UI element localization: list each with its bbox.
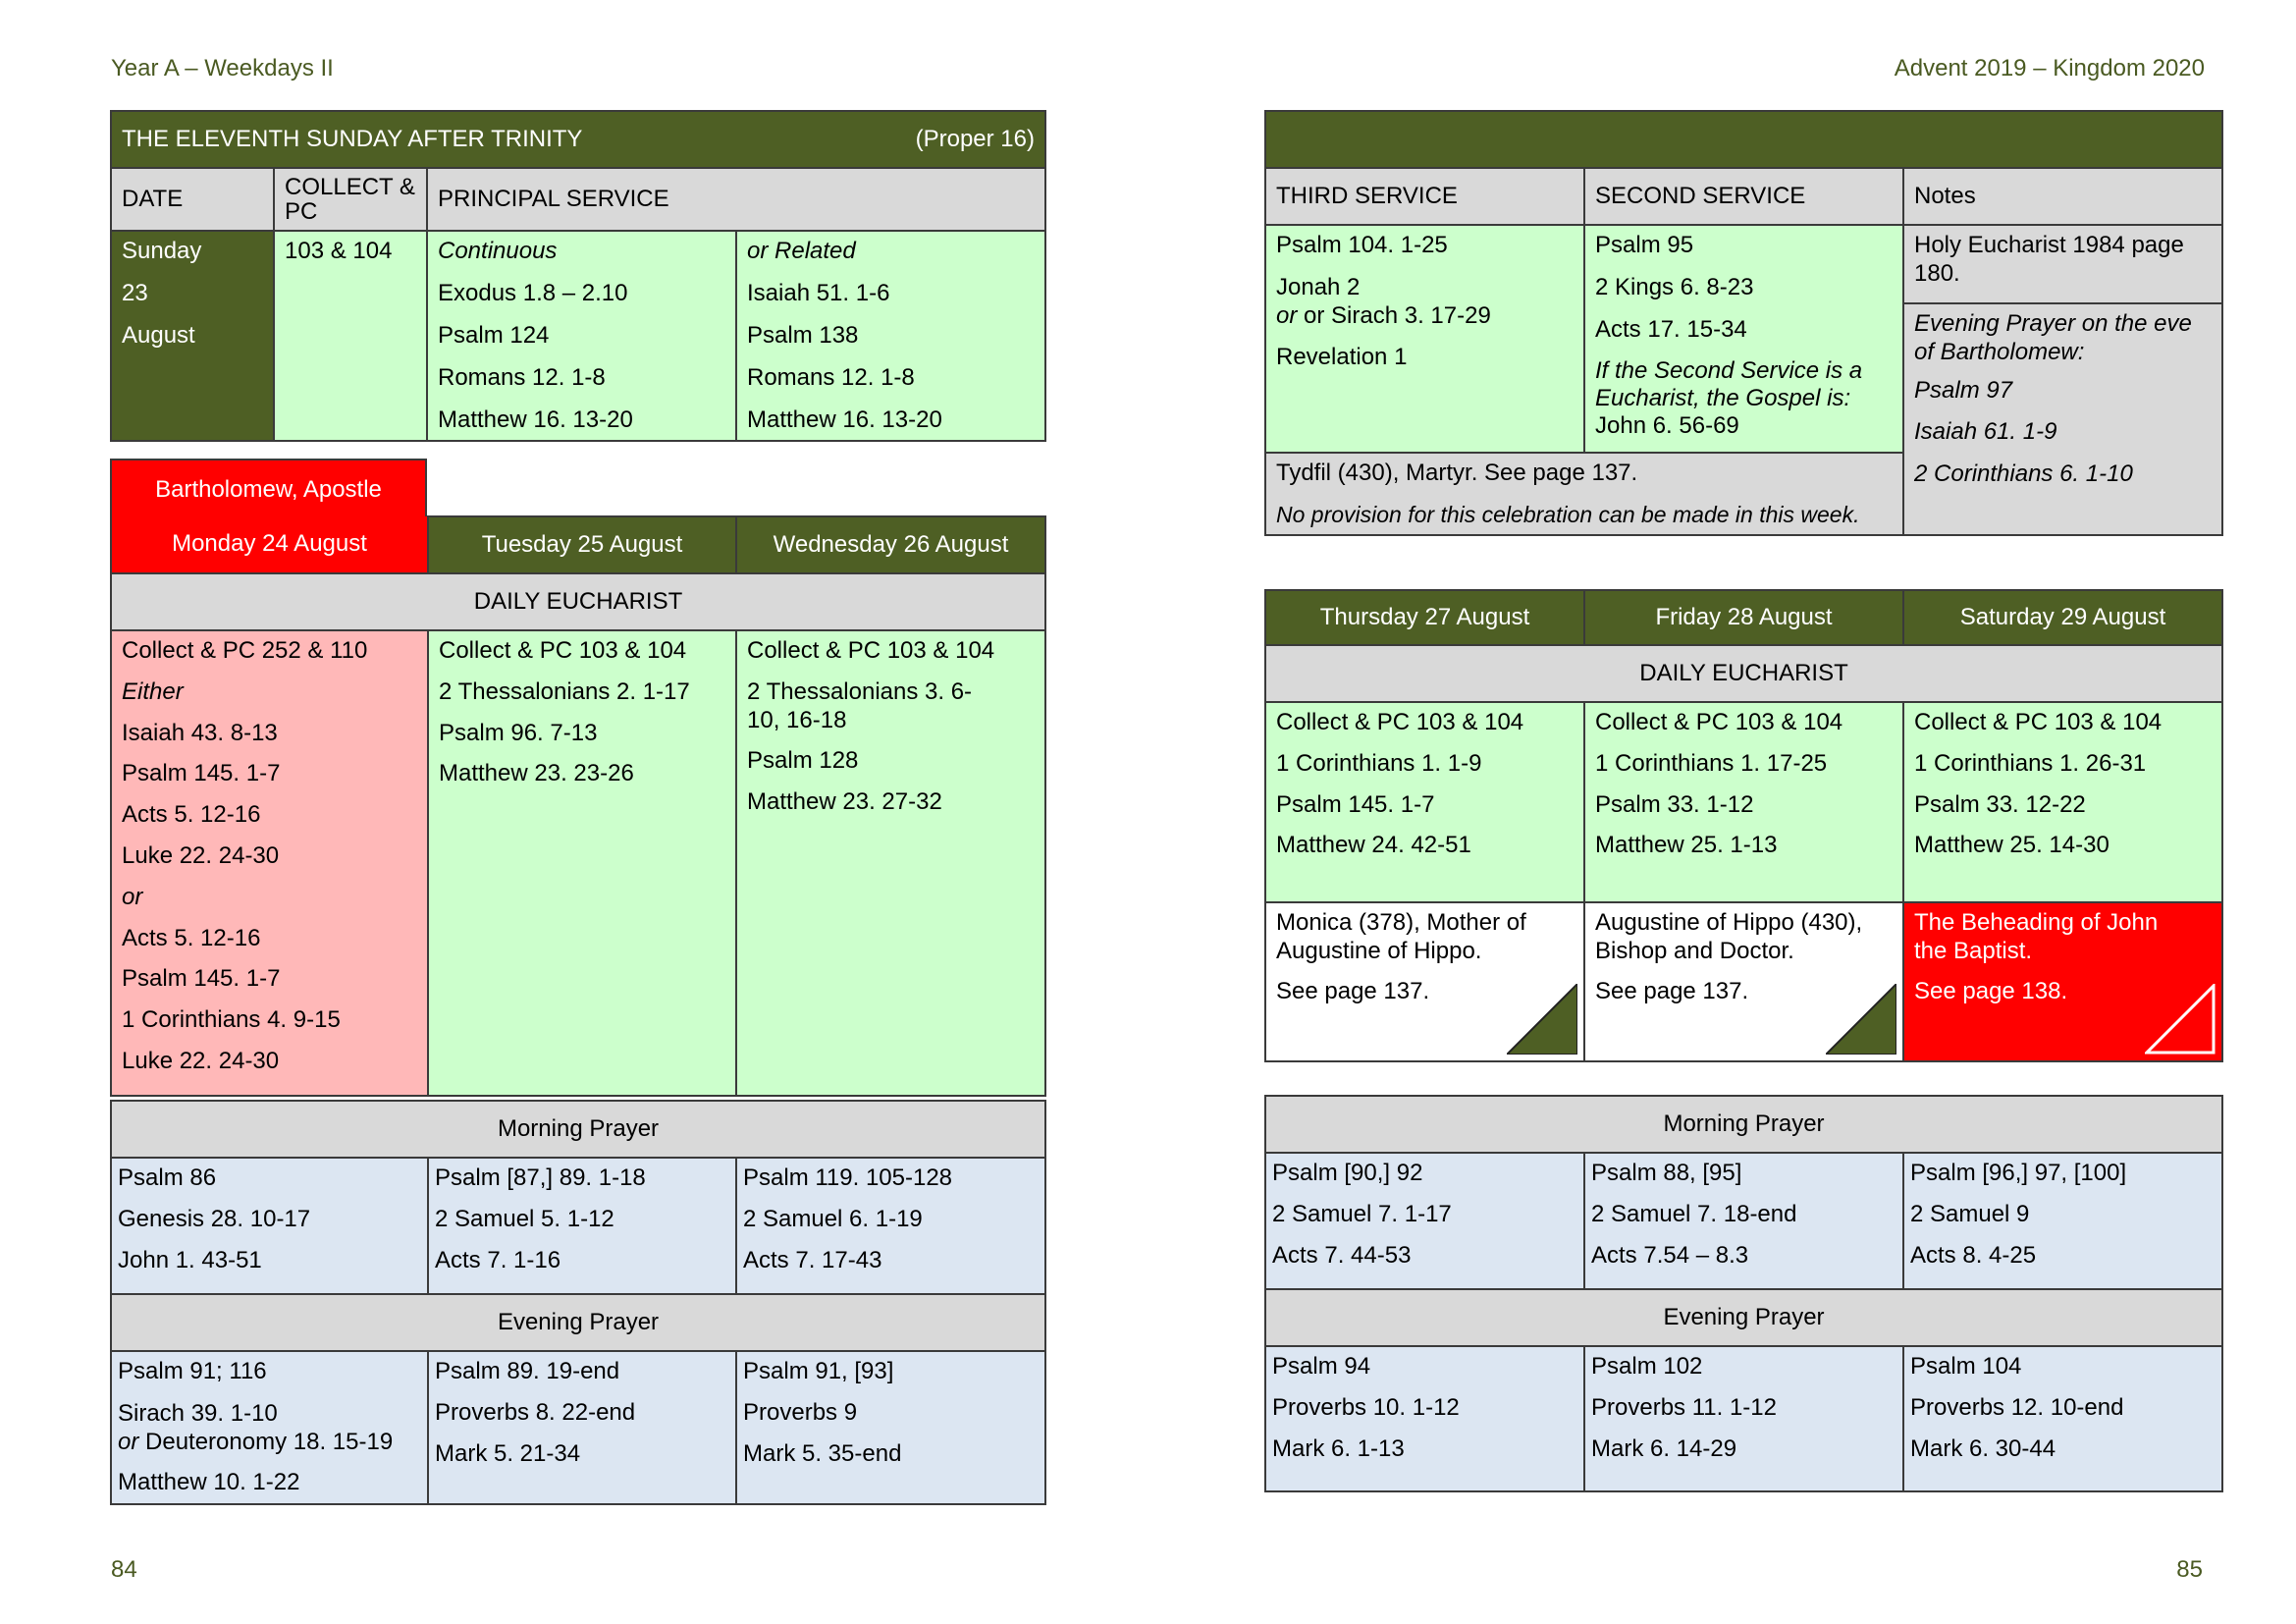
reading: Acts 5. 12-16: [122, 924, 261, 951]
day-header-wednesday: Wednesday 26 August: [736, 516, 1045, 573]
day-header-friday: Friday 28 August: [1584, 590, 1903, 645]
sunday-table: [110, 110, 1046, 442]
ep-wednesday: [736, 1351, 1045, 1503]
reading: 1 Corinthians 4. 9-15: [122, 1006, 341, 1034]
reading: Psalm 119. 105-128: [743, 1164, 953, 1191]
morning-prayer-header: Morning Prayer: [111, 1101, 1045, 1158]
reading: Mark 6. 1-13: [1272, 1435, 1405, 1462]
reading: Jonah 2: [1276, 273, 1361, 300]
reading: 2 Thessalonians 2. 1-17: [439, 677, 690, 705]
reading: Collect & PC 103 & 104: [1276, 709, 1524, 735]
reading: Matthew 23. 27-32: [747, 788, 942, 816]
col-principal-header: PRINCIPAL SERVICE: [427, 168, 1045, 231]
reading: 2 Thessalonians 3. 6-10, 16-18: [747, 677, 973, 733]
reading: Collect & PC 103 & 104: [1595, 709, 1843, 735]
sunday-title: THE ELEVENTH SUNDAY AFTER TRINITY: [122, 125, 583, 152]
reading: Matthew 16. 13-20: [747, 406, 942, 433]
reading: 1 Corinthians 1. 1-9: [1276, 749, 1482, 777]
reading: Matthew 16. 13-20: [438, 406, 633, 433]
monday-readings: [111, 630, 428, 1096]
related-cell: [736, 231, 1045, 441]
sunday-title-cell: [111, 111, 1045, 168]
reading: Psalm 97: [1914, 376, 2013, 404]
notes-top-cell: Holy Eucharist 1984 page 180.: [1903, 225, 2222, 303]
ep-monday: [111, 1351, 428, 1503]
reading: or Sirach 3. 17-29: [1304, 301, 1491, 329]
reading: Psalm 91; 116: [118, 1358, 267, 1385]
wednesday-readings: [736, 630, 1045, 1096]
mp-thursday: [1265, 1153, 1584, 1289]
reading: 2 Samuel 7. 18-end: [1591, 1200, 1797, 1227]
reading: 2 Corinthians 6. 1-10: [1914, 460, 2133, 488]
evening-prayer-header: Evening Prayer: [111, 1294, 1045, 1351]
sunday-services-table: [1264, 110, 2223, 536]
week1-eucharist-table: [110, 515, 1046, 1097]
reading: Revelation 1: [1276, 344, 1408, 371]
reading: Collect & PC 103 & 104: [747, 637, 995, 664]
reading: Romans 12. 1-8: [747, 363, 915, 391]
reading: Psalm 88, [95]: [1591, 1160, 1742, 1186]
continuous-cell: [427, 231, 736, 441]
week2-eucharist-table: [1264, 589, 2223, 1062]
day-header-saturday: Saturday 29 August: [1903, 590, 2222, 645]
day-header-thursday: Thursday 27 August: [1265, 590, 1584, 645]
reading: Proverbs 12. 10-end: [1910, 1394, 2124, 1422]
page-number-right: 85: [2176, 1556, 2203, 1583]
reading: Collect & PC 103 & 104: [439, 637, 687, 664]
commem-title: Monica (378), Mother of Augustine of Hippo.: [1276, 909, 1526, 964]
sunday-proper: (Proper 16): [915, 125, 1035, 152]
triangle-marker-icon: [1507, 984, 1577, 1055]
thursday-readings: [1265, 702, 1584, 902]
tuesday-readings: [428, 630, 736, 1096]
second-service-cell: [1584, 225, 1903, 453]
date-line: 23: [122, 280, 148, 307]
reading: Psalm 96. 7-13: [439, 719, 598, 746]
reading: Proverbs 9: [743, 1399, 858, 1427]
reading: John 1. 43-51: [118, 1246, 262, 1273]
commem-friday: [1584, 902, 1903, 1061]
reading: Proverbs 10. 1-12: [1272, 1394, 1460, 1422]
reading: Luke 22. 24-30: [122, 1047, 280, 1074]
triangle-marker-icon: [2145, 984, 2216, 1055]
reading: Mark 6. 14-29: [1591, 1435, 1737, 1462]
col-third-header: THIRD SERVICE: [1265, 168, 1584, 225]
page-number-left: 84: [111, 1556, 137, 1583]
reading: Collect & PC 103 & 104: [1914, 709, 2163, 735]
continuous-label: Continuous: [438, 238, 558, 265]
reading: Psalm 33. 1-12: [1595, 790, 1754, 818]
reading: Psalm 104. 1-25: [1276, 232, 1448, 258]
col-notes-header: Notes: [1903, 168, 2222, 225]
tydfil-note: No provision for this celebration can be made in this week.: [1276, 501, 1860, 527]
reading: Mark 5. 35-end: [743, 1439, 902, 1467]
reading: Psalm 138: [747, 321, 859, 349]
reading: Psalm 145. 1-7: [1276, 790, 1435, 818]
reading: 2 Samuel 9: [1910, 1200, 2030, 1227]
reading: Matthew 10. 1-22: [118, 1468, 300, 1495]
reading: Psalm 33. 12-22: [1914, 790, 2086, 818]
commem-see: See page 137.: [1595, 977, 1749, 1004]
commem-see: See page 137.: [1276, 977, 1430, 1004]
reading: Deuteronomy 18. 15-19: [145, 1428, 394, 1455]
reading: 2 Kings 6. 8-23: [1595, 273, 1754, 300]
reading: 2 Samuel 6. 1-19: [743, 1205, 923, 1232]
friday-readings: [1584, 702, 1903, 902]
commem-title: Augustine of Hippo (430), Bishop and Doctor.: [1595, 909, 1863, 964]
reading: Proverbs 8. 22-end: [435, 1399, 636, 1427]
mp-tuesday: [428, 1158, 736, 1294]
reading: Acts 7.54 – 8.3: [1591, 1241, 1749, 1269]
header-left: Year A – Weekdays II: [111, 55, 334, 81]
reading: Proverbs 11. 1-12: [1591, 1394, 1777, 1422]
week2-offices-table: [1264, 1095, 2223, 1492]
reading: Psalm 102: [1591, 1353, 1703, 1380]
commem-title: The Beheading of John the Baptist.: [1914, 909, 2159, 964]
reading: Matthew 24. 42-51: [1276, 832, 1471, 859]
reading: Psalm [87,] 89. 1-18: [435, 1164, 646, 1191]
reading: Acts 7. 1-16: [435, 1246, 561, 1273]
reading: Acts 17. 15-34: [1595, 315, 1747, 343]
notes-bottom-cell: [1903, 303, 2222, 535]
reading: Either: [122, 677, 184, 705]
reading: Psalm [96,] 97, [100]: [1910, 1160, 2127, 1186]
col-second-header: SECOND SERVICE: [1584, 168, 1903, 225]
triangle-marker-icon: [1826, 984, 1896, 1055]
sunday-collect-cell: 103 & 104: [274, 231, 427, 441]
reading: Matthew 23. 23-26: [439, 760, 634, 787]
commem-saturday: [1903, 902, 2222, 1061]
reading: Psalm 94: [1272, 1353, 1371, 1380]
reading: Exodus 1.8 – 2.10: [438, 280, 628, 307]
header-right: Advent 2019 – Kingdom 2020: [1894, 55, 2205, 81]
reading: Luke 22. 24-30: [122, 841, 280, 869]
reading: Acts 8. 4-25: [1910, 1241, 2037, 1269]
reading: Psalm 128: [747, 747, 859, 775]
evening-prayer-header: Evening Prayer: [1265, 1289, 2222, 1346]
ep-friday: [1584, 1346, 1903, 1491]
mp-saturday: [1903, 1153, 2222, 1289]
reading: Isaiah 43. 8-13: [122, 719, 278, 746]
col-collect-header: COLLECT & PC: [274, 168, 427, 231]
ep-tuesday: [428, 1351, 736, 1503]
reading: Isaiah 61. 1-9: [1914, 418, 2057, 446]
reading: Psalm 91, [93]: [743, 1358, 894, 1385]
reading: Psalm 86: [118, 1164, 217, 1191]
reading: Matthew 25. 14-30: [1914, 832, 2109, 859]
col-date-header: DATE: [111, 168, 274, 231]
eve-of-bartholomew: Evening Prayer on the eve of Bartholomew:: [1914, 310, 2192, 365]
reading: Acts 5. 12-16: [122, 801, 261, 829]
morning-prayer-header: Morning Prayer: [1265, 1096, 2222, 1153]
mp-friday: [1584, 1153, 1903, 1289]
commem-thursday: [1265, 902, 1584, 1061]
reading: Mark 6. 30-44: [1910, 1435, 2056, 1462]
reading: 2 Samuel 7. 1-17: [1272, 1200, 1452, 1227]
ep-thursday: [1265, 1346, 1584, 1491]
tydfil-cell: [1265, 453, 1903, 535]
feast-title: Bartholomew, Apostle: [155, 476, 382, 503]
or-label: or: [118, 1428, 139, 1455]
reading-alt: [118, 1429, 417, 1457]
reading: Psalm 124: [438, 321, 550, 349]
reading: Psalm 89. 19-end: [435, 1358, 620, 1385]
date-line: August: [122, 321, 195, 349]
tydfil: Tydfil (430), Martyr. See page 137.: [1276, 460, 1638, 486]
reading-alt: or or Sirach 3. 17-29: [1276, 301, 1491, 329]
reading: Psalm [90,] 92: [1272, 1160, 1423, 1186]
reading: Romans 12. 1-8: [438, 363, 606, 391]
sunday-date-cell: [111, 231, 274, 441]
bartholomew-feast-box: [110, 459, 427, 517]
third-service-cell: [1265, 225, 1584, 453]
reading: Collect & PC 252 & 110: [122, 637, 368, 664]
reading: Psalm 95: [1595, 232, 1694, 258]
reading: Genesis 28. 10-17: [118, 1205, 311, 1232]
reading: Sirach 39. 1-10: [118, 1400, 278, 1428]
date-line: Sunday: [122, 238, 202, 265]
reading: Acts 7. 17-43: [743, 1246, 882, 1273]
daily-eucharist-header: DAILY EUCHARIST: [111, 573, 1045, 630]
related-label: or Related: [747, 238, 856, 265]
daily-eucharist-header: DAILY EUCHARIST: [1265, 645, 2222, 702]
reading: Acts 7. 44-53: [1272, 1241, 1412, 1269]
ep-saturday: [1903, 1346, 2222, 1491]
reading: or: [122, 883, 143, 910]
commem-see: See page 138.: [1914, 977, 2068, 1004]
reading: Isaiah 51. 1-6: [747, 280, 890, 307]
mp-wednesday: [736, 1158, 1045, 1294]
mp-monday: [111, 1158, 428, 1294]
reading: Matthew 25. 1-13: [1595, 832, 1778, 859]
reading: Psalm 145. 1-7: [122, 965, 281, 993]
reading: Psalm 145. 1-7: [122, 760, 281, 787]
services-header-band: [1265, 111, 2222, 168]
second-service-note: If the Second Service is a Eucharist, the Gospel is:: [1595, 357, 1863, 411]
reading: Psalm 104: [1910, 1353, 2022, 1380]
reading: 1 Corinthians 1. 17-25: [1595, 749, 1828, 777]
day-header-monday: Monday 24 August: [111, 516, 428, 573]
reading: 1 Corinthians 1. 26-31: [1914, 749, 2147, 777]
week1-offices-table: [110, 1100, 1046, 1505]
saturday-readings: [1903, 702, 2222, 902]
reading: John 6. 56-69: [1595, 411, 1739, 439]
reading: 2 Samuel 5. 1-12: [435, 1205, 614, 1232]
day-header-tuesday: Tuesday 25 August: [428, 516, 736, 573]
reading: Mark 5. 21-34: [435, 1439, 581, 1467]
